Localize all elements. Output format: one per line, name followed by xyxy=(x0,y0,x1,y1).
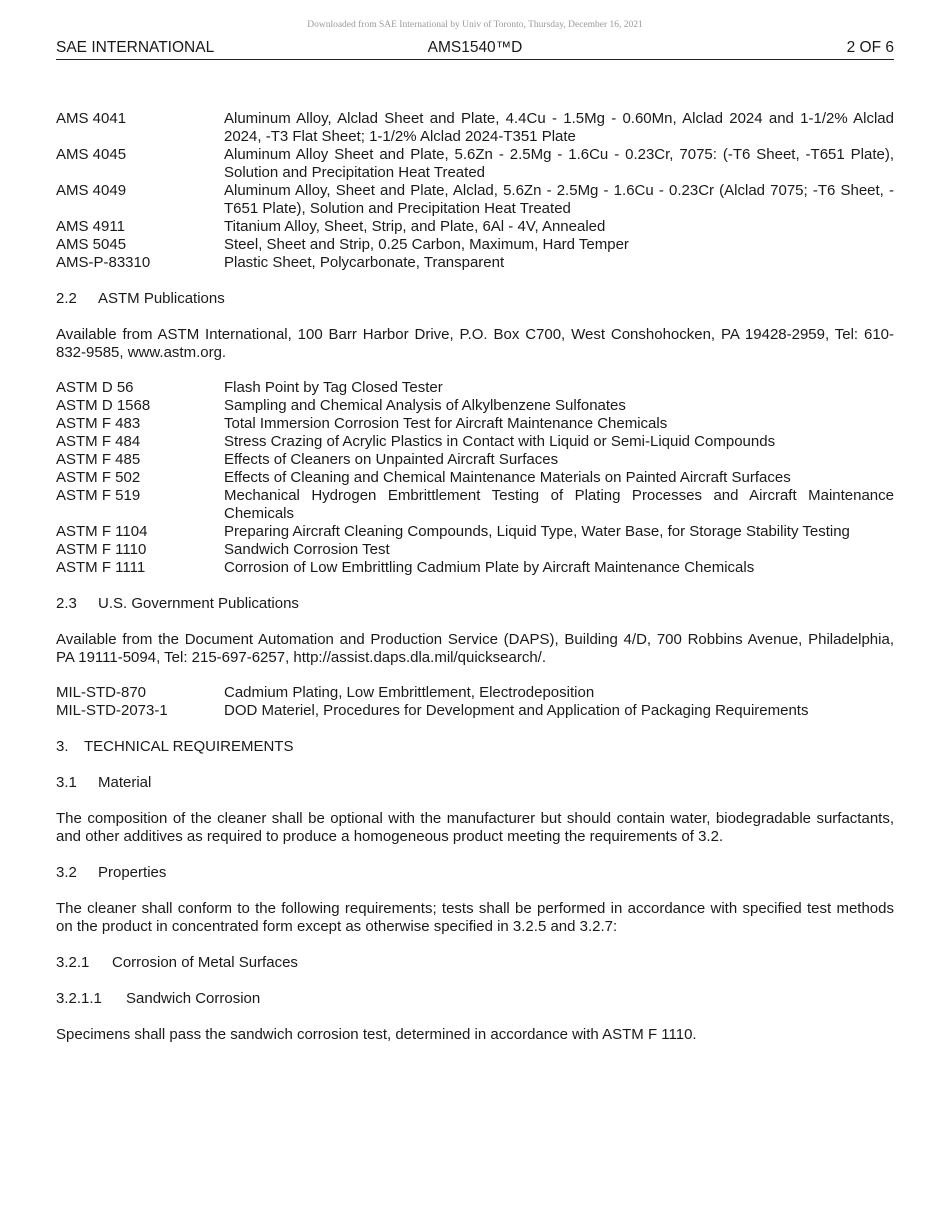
astm-availability-text: Available from ASTM International, 100 Barr Harbor Drive, P.O. Box C700, West Conshohocken, PA 19428-2959, Tel: 610-832-9585, www.astm.org. xyxy=(56,326,894,361)
section-number: 3.2.1 xyxy=(56,954,90,971)
reference-title: Titanium Alloy, Sheet, Strip, and Plate, 6Al - 4V, Annealed xyxy=(224,218,606,235)
reference-title: DOD Materiel, Procedures for Development and Application of Packaging Requirements xyxy=(224,702,809,719)
properties-paragraph: The cleaner shall conform to the following requirements; tests shall be performed in accordance with specified test methods on the product in concentrated form except as otherwise specified in 3.2.5 and 3.2.7: xyxy=(56,900,894,935)
reference-row xyxy=(56,110,894,146)
reference-row xyxy=(56,433,894,451)
reference-title: Corrosion of Low Embrittling Cadmium Plate by Aircraft Maintenance Chemicals xyxy=(224,559,755,576)
section-title: TECHNICAL REQUIREMENTS xyxy=(84,738,294,755)
section-title: U.S. Government Publications xyxy=(98,595,299,612)
reference-title: Sampling and Chemical Analysis of Alkylbenzene Sulfonates xyxy=(224,397,626,414)
reference-row xyxy=(56,379,894,397)
reference-code: ASTM F 485 xyxy=(56,451,141,468)
reference-code: AMS 4911 xyxy=(56,218,125,235)
section-heading-3-1 xyxy=(56,774,894,792)
reference-row xyxy=(56,559,894,577)
section-number: 3.2.1.1 xyxy=(56,990,102,1007)
header-publisher: SAE INTERNATIONAL xyxy=(56,39,215,56)
ams-reference-list xyxy=(56,110,894,272)
reference-code: MIL-STD-2073-1 xyxy=(56,702,168,719)
reference-row xyxy=(56,254,894,272)
section-heading-3-2-1 xyxy=(56,954,894,972)
header-page-number: 2 OF 6 xyxy=(846,39,894,56)
section-title: Properties xyxy=(98,864,167,881)
reference-title: Sandwich Corrosion Test xyxy=(224,541,390,558)
page-header xyxy=(56,39,894,60)
section-number: 2.3 xyxy=(56,595,77,612)
section-heading-3-2 xyxy=(56,864,894,882)
download-watermark: Downloaded from SAE International by Univ of Toronto, Thursday, December 16, 2021 xyxy=(307,20,643,30)
section-title: Sandwich Corrosion xyxy=(126,990,261,1007)
section-number: 3.1 xyxy=(56,774,77,791)
header-doc-id: AMS1540™D xyxy=(427,39,523,56)
section-title: ASTM Publications xyxy=(98,290,225,307)
reference-title: Cadmium Plating, Low Embrittlement, Electrodeposition xyxy=(224,684,595,701)
section-heading-3 xyxy=(56,738,894,756)
reference-title: Effects of Cleaners on Unpainted Aircraft Surfaces xyxy=(224,451,559,468)
reference-code: ASTM F 1104 xyxy=(56,523,148,540)
reference-code: AMS 4045 xyxy=(56,146,127,163)
reference-code: ASTM D 1568 xyxy=(56,397,151,414)
astm-reference-list xyxy=(56,379,894,577)
reference-title: Preparing Aircraft Cleaning Compounds, Liquid Type, Water Base, for Storage Stability Testing xyxy=(224,523,850,540)
reference-title: Mechanical Hydrogen Embrittlement Testing of Plating Processes and Aircraft Maintenance Chemicals xyxy=(224,487,894,522)
reference-code: ASTM F 519 xyxy=(56,487,141,504)
section-title: Material xyxy=(98,774,152,791)
reference-row xyxy=(56,541,894,559)
reference-code: ASTM F 484 xyxy=(56,433,141,450)
reference-code: ASTM D 56 xyxy=(56,379,134,396)
section-number: 3.2 xyxy=(56,864,77,881)
reference-title: Aluminum Alloy, Alclad Sheet and Plate, 4.4Cu - 1.5Mg - 0.60Mn, Alclad 2024 and 1-1/2% Alclad 2024, -T3 Flat Sheet; 1-1/2% Alclad 2024-T351 Plate xyxy=(224,110,894,145)
reference-code: AMS 4041 xyxy=(56,110,127,127)
reference-code: AMS-P-83310 xyxy=(56,254,151,271)
reference-row xyxy=(56,469,894,487)
reference-code: AMS 4049 xyxy=(56,182,127,199)
reference-code: AMS 5045 xyxy=(56,236,127,253)
section-heading-2-2 xyxy=(56,290,894,308)
reference-code: ASTM F 502 xyxy=(56,469,141,486)
sandwich-corrosion-paragraph: Specimens shall pass the sandwich corrosion test, determined in accordance with ASTM F 1110. xyxy=(56,1026,697,1043)
reference-row xyxy=(56,702,894,720)
reference-code: ASTM F 483 xyxy=(56,415,141,432)
daps-availability-text: Available from the Document Automation and Production Service (DAPS), Building 4/D, 700 Robbins Avenue, Philadelphia, PA 19111-5094, Tel: 215-697-6257, http://assist.daps.dla.mil/quicksearch/. xyxy=(56,631,894,666)
reference-code: ASTM F 1110 xyxy=(56,541,147,558)
section-title: Corrosion of Metal Surfaces xyxy=(112,954,298,971)
reference-title: Steel, Sheet and Strip, 0.25 Carbon, Maximum, Hard Temper xyxy=(224,236,629,253)
reference-title: Stress Crazing of Acrylic Plastics in Contact with Liquid or Semi-Liquid Compounds xyxy=(224,433,776,450)
reference-row xyxy=(56,218,894,236)
reference-title: Aluminum Alloy, Sheet and Plate, Alclad, 5.6Zn - 2.5Mg - 1.6Cu - 0.23Cr (Alclad 7075; -T6 Sheet, -T651 Plate), Solution and Precipitation Heat Treated xyxy=(224,182,894,217)
reference-row xyxy=(56,415,894,433)
reference-title: Total Immersion Corrosion Test for Aircraft Maintenance Chemicals xyxy=(224,415,668,432)
reference-row xyxy=(56,236,894,254)
section-number: 2.2 xyxy=(56,290,77,307)
reference-title: Flash Point by Tag Closed Tester xyxy=(224,379,443,396)
section-heading-3-2-1-1 xyxy=(56,990,894,1008)
section-heading-2-3 xyxy=(56,595,894,613)
section-number: 3. xyxy=(56,738,69,755)
reference-row xyxy=(56,523,894,541)
material-paragraph: The composition of the cleaner shall be optional with the manufacturer but should contain water, biodegradable surfactants, and other additives as required to produce a homogeneous product meeting the requirements of 3.2. xyxy=(56,810,894,845)
government-reference-list xyxy=(56,684,894,720)
reference-title: Aluminum Alloy Sheet and Plate, 5.6Zn - 2.5Mg - 1.6Cu - 0.23Cr, 7075: (-T6 Sheet, -T651 Plate), Solution and Precipitation Heat Treated xyxy=(224,146,894,181)
reference-code: MIL-STD-870 xyxy=(56,684,147,701)
reference-code: ASTM F 1111 xyxy=(56,559,146,576)
reference-title: Effects of Cleaning and Chemical Maintenance Materials on Painted Aircraft Surfaces xyxy=(224,469,791,486)
reference-row xyxy=(56,397,894,415)
reference-row xyxy=(56,146,894,182)
reference-row xyxy=(56,487,894,523)
document-body xyxy=(56,110,894,1044)
reference-row xyxy=(56,182,894,218)
reference-row xyxy=(56,451,894,469)
reference-row xyxy=(56,684,894,702)
reference-title: Plastic Sheet, Polycarbonate, Transparent xyxy=(224,254,505,271)
